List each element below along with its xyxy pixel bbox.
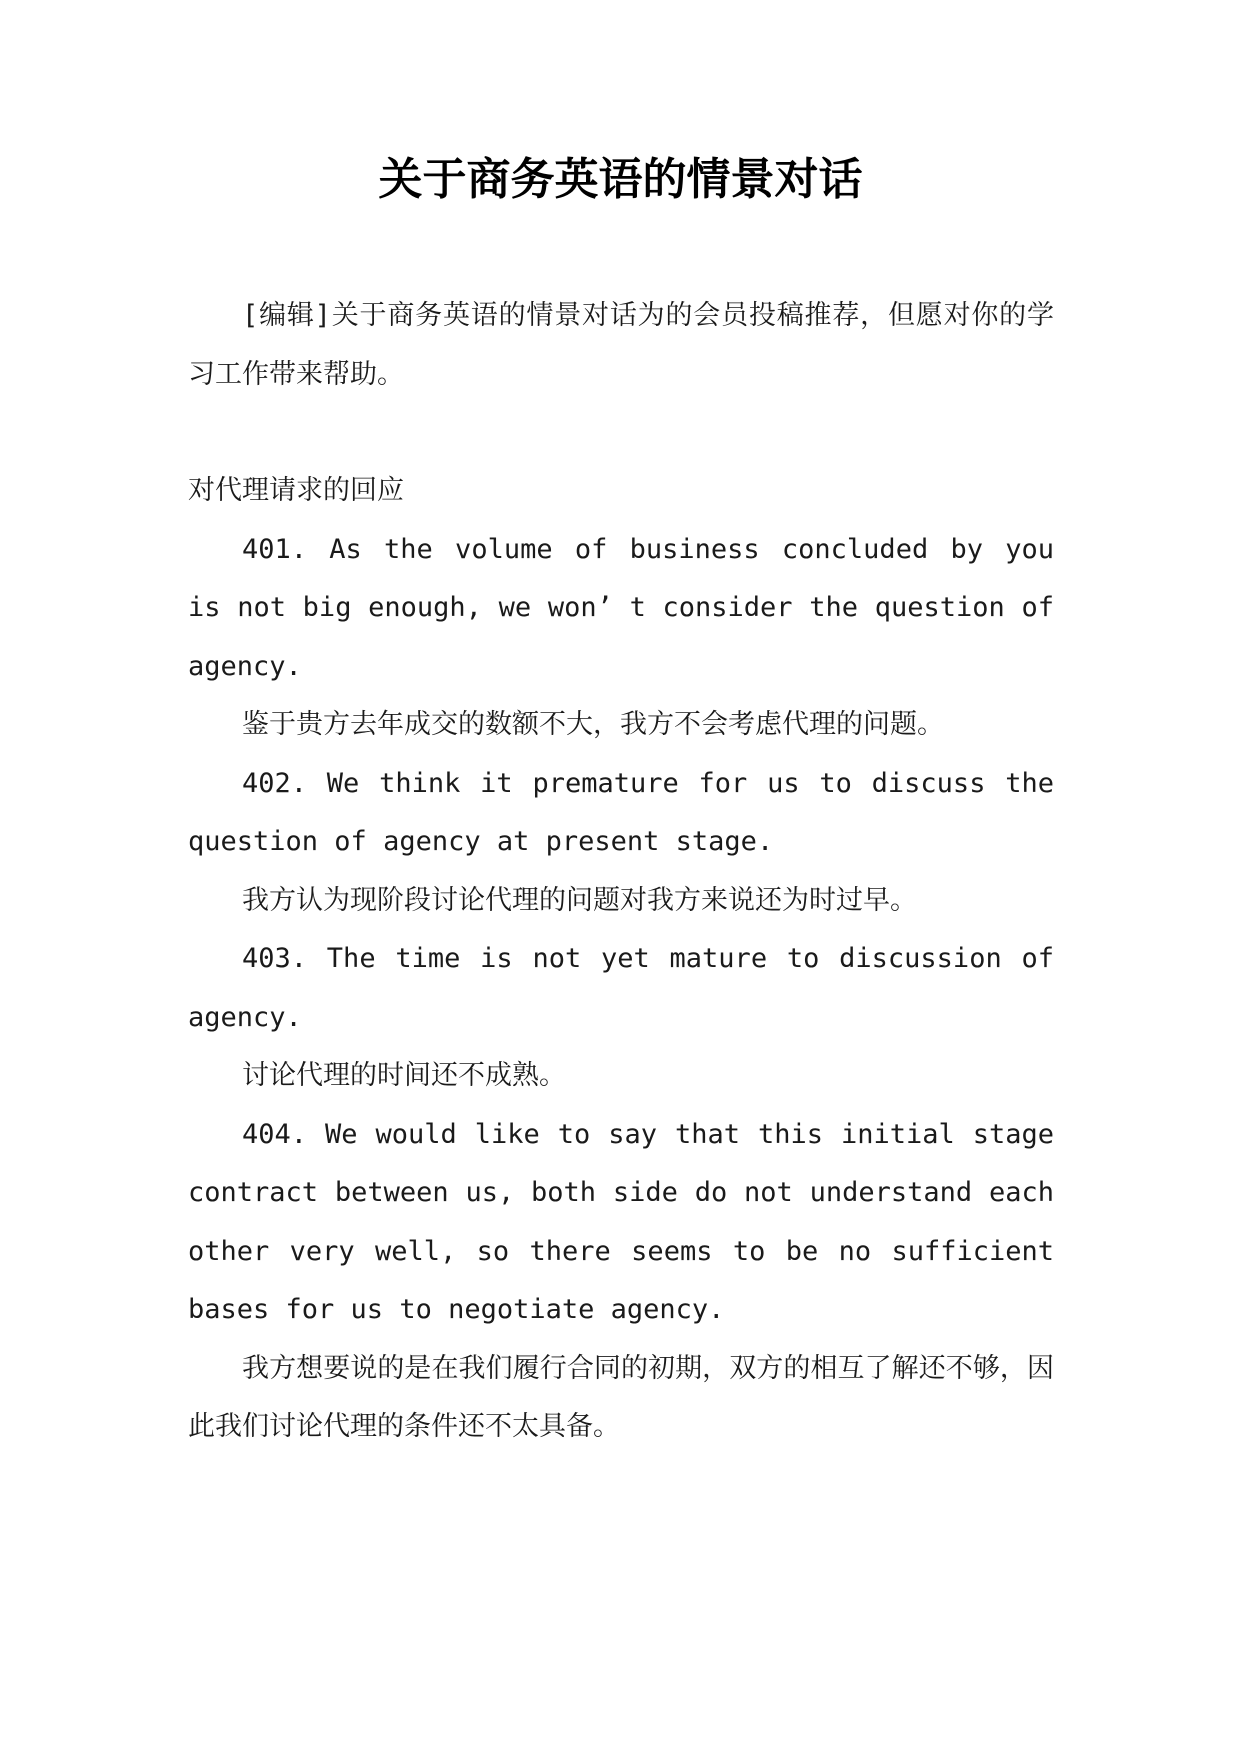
entry-401-english: 401. As the volume of business concluded by you is not big enough, we won’ t consider the question of agency. [188, 533, 1054, 682]
document-body [188, 287, 1054, 1457]
entry-404-chinese: 我方想要说的是在我们履行合同的初期，双方的相互了解还不够，因此我们讨论代理的条件还不太具备。 [188, 1352, 1054, 1442]
entry-402-chinese: 我方认为现阶段讨论代理的问题对我方来说还为时过早。 [242, 884, 917, 916]
entry-402-english: 402. We think it premature for us to discuss the question of agency at present stage. [188, 767, 1054, 857]
entry-403-english: 403. The time is not yet mature to discussion of agency. [188, 943, 1054, 1033]
document-title: 关于商务英语的情景对话 [378, 154, 863, 205]
entry-404-english: 404. We would like to say that this initial stage contract between us, both side do not understand each other very well, so there seems to be no sufficient bases for us to negotiate agency. [188, 1118, 1054, 1325]
entry-403-chinese: 讨论代理的时间还不成熟。 [242, 1060, 566, 1091]
entry-401-chinese: 鉴于贵方去年成交的数额不大，我方不会考虑代理的问题。 [242, 709, 944, 740]
intro-paragraph: [编辑]关于商务英语的情景对话为的会员投稿推荐，但愿对你的学习工作带来帮助。 [188, 300, 1054, 390]
section-heading: 对代理请求的回应 [188, 475, 404, 506]
